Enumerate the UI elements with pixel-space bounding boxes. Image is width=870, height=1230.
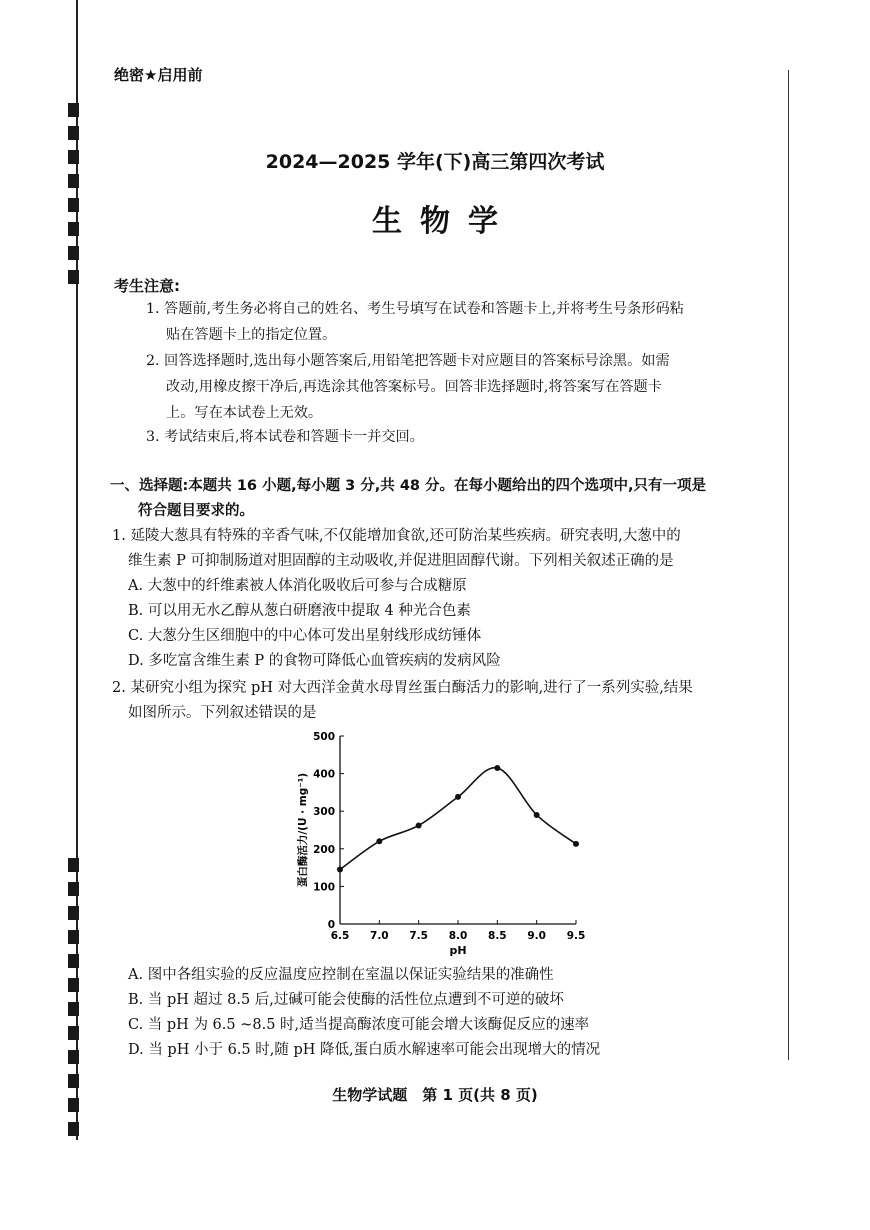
chart-ticks [313,731,585,942]
notice-item-2: 2. 回答选择题时,选出每小题答案后,用铅笔把答题卡对应题目的答案标号涂黑。如需 改动,用橡皮擦干净后,再选涂其他答案标号。回答非选择题时,将答案写在答题卡 上。写在本试卷上无效。 [146,353,670,421]
data-point [573,841,579,847]
confidential-tag: 绝密★启用前 [114,66,203,84]
y-tick-label: 300 [313,806,335,819]
x-tick-label: 8.5 [488,930,507,942]
x-tick-label: 7.0 [370,930,389,942]
section-heading: 一、选择题:本题共 16 小题,每小题 3 分,共 48 分。在每小题给出的四个选项中,只有一项是 符合题目要求的。 [110,478,707,519]
question-1-option-a: A. 大葱中的纤维素被人体消化吸收后可参与合成糖原 [128,578,467,594]
y-tick-label: 400 [313,768,335,781]
subject-title: 生物学 [372,204,516,239]
x-tick-label: 7.5 [409,930,428,942]
question-2-stem: 2. 某研究小组为探究 pH 对大西洋金黄水母胃丝蛋白酶活力的影响,进行了一系列实验,结果 如图所示。下列叙述错误的是 [112,680,693,721]
enzyme-activity-chart [290,728,610,960]
x-axis-label: pH [449,944,467,957]
series-line [340,768,576,870]
data-point [337,866,343,872]
data-point [455,794,461,800]
y-tick-label: 0 [327,919,335,931]
data-point [416,822,422,828]
x-tick-label: 9.0 [527,930,546,942]
page-footer: 生物学试题 第 1 页(共 8 页) [332,1086,538,1104]
question-2-option-a: A. 图中各组实验的反应温度应控制在室温以保证实验结果的准确性 [128,967,554,983]
x-tick-label: 9.5 [566,930,586,942]
question-1-option-b: B. 可以用无水乙醇从葱白研磨液中提取 4 种光合色素 [128,603,471,619]
data-point [494,765,500,771]
exam-title: 2024—2025 学年(下)高三第四次考试 [265,151,605,173]
notice-item-3: 3. 考试结束后,将本试卷和答题卡一并交回。 [146,429,424,445]
question-2-option-b: B. 当 pH 超过 8.5 后,过碱可能会使酶的活性位点遭到不可逆的破坏 [128,992,564,1008]
chart-axes [340,736,576,924]
y-axis-label: 蛋白酶活力/(U · mg⁻¹) [297,772,309,888]
y-tick-label: 200 [313,843,335,856]
chart-svg [290,728,610,960]
x-tick-label: 6.5 [330,930,350,942]
x-tick-label: 8.0 [448,930,468,942]
question-1-option-d: D. 多吃富含维生素 P 的食物可降低心血管疾病的发病风险 [128,653,501,669]
question-1-option-c: C. 大葱分生区细胞中的中心体可发出星射线形成纺锤体 [128,628,482,644]
data-point [534,812,540,818]
data-point [376,838,382,844]
y-tick-label: 100 [313,881,335,894]
notice-item-1: 1. 答题前,考生务必将自己的姓名、考生号填写在试卷和答题卡上,并将考生号条形码粘 贴在答题卡上的指定位置。 [146,301,684,343]
y-tick-label: 500 [313,731,335,743]
question-1-stem: 1. 延陵大葱具有特殊的辛香气味,不仅能增加食欲,还可防治某些疾病。研究表明,大葱中的 维生素 P 可抑制肠道对胆固醇的主动吸收,并促进胆固醇代谢。下列相关叙述正确的是 [112,528,681,569]
notice-heading: 考生注意: [114,277,180,295]
series-points [337,765,579,873]
question-2-option-c: C. 当 pH 为 6.5 ~8.5 时,适当提高酶浓度可能会增大该酶促反应的速率 [128,1017,590,1033]
question-2-option-d: D. 当 pH 小于 6.5 时,随 pH 降低,蛋白质水解速率可能会出现增大的情况 [128,1042,601,1058]
